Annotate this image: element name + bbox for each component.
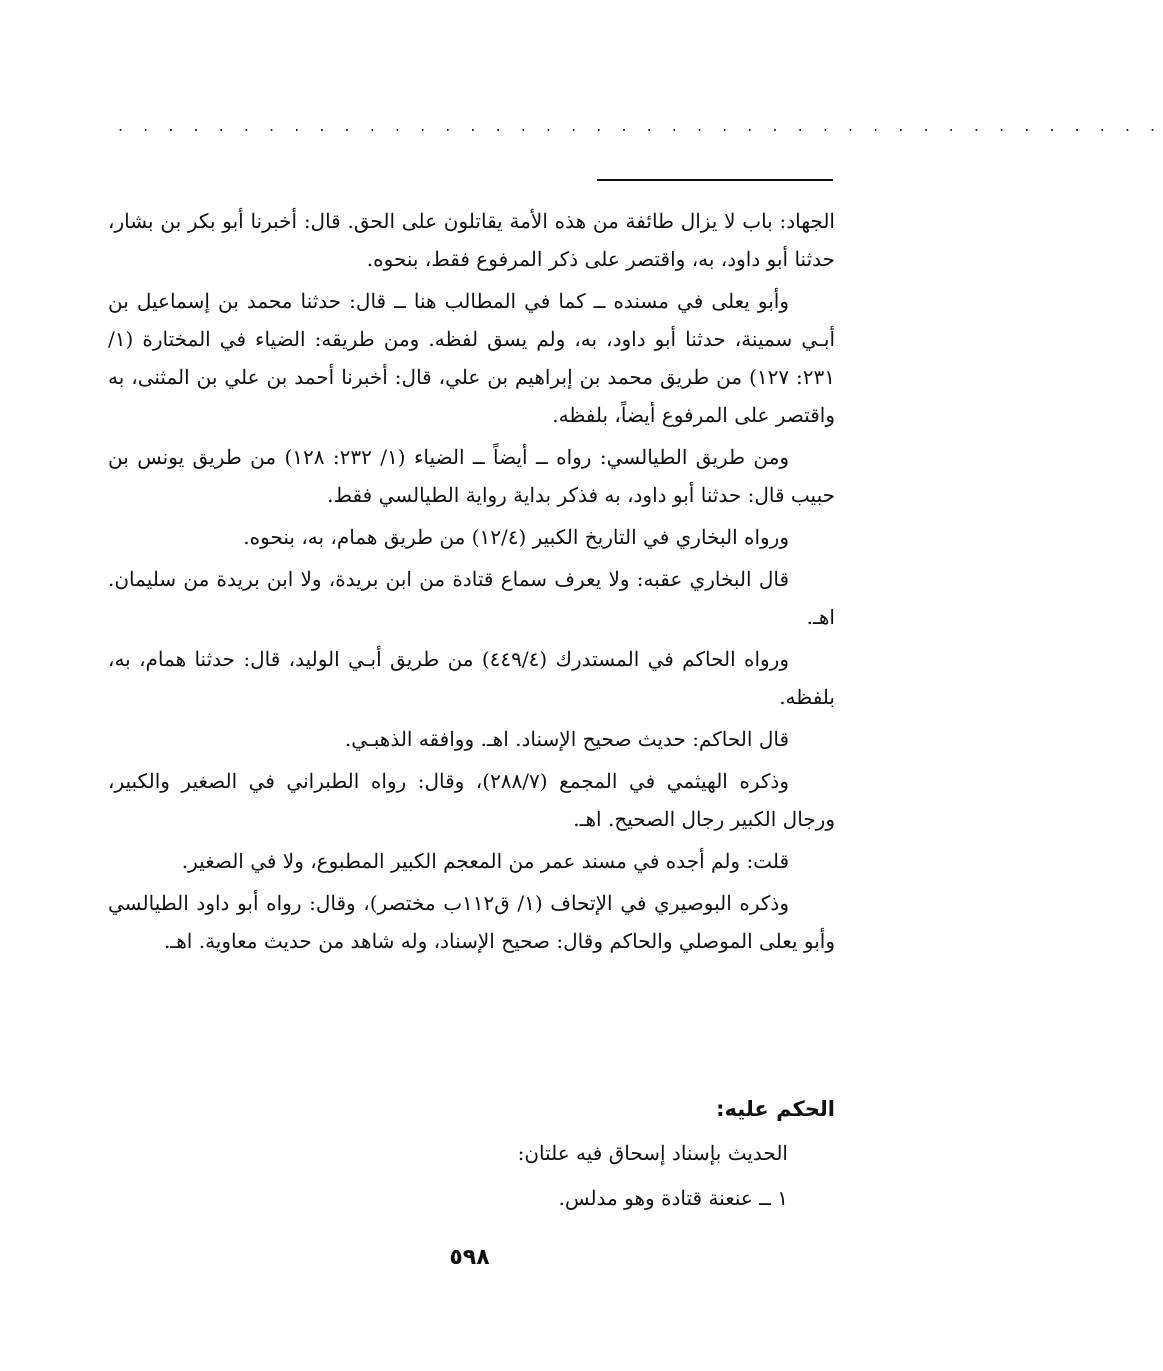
section-heading: الحكم عليه:: [716, 1097, 835, 1121]
paragraph: ورواه البخاري في التاريخ الكبير (١٢/٤) من طريق همام، به، بنحوه.: [243, 525, 789, 549]
separator-dots: . . . . . . . . . . . . . . . . . . . . . . . . . . . . . . . . . . . . . . . . . .: [118, 116, 1163, 135]
paragraph: قال البخاري عقبه: ولا يعرف سماع قتادة من ابن بريدة، ولا ابن بريدة من سليمان. اهـ.: [108, 567, 835, 629]
paragraph: وأبو يعلى في مسنده ــ كما في المطالب هنا ــ قال: حدثنا محمد بن إسماعيل بن أبـي سمينة، حدثنا أبو داود، به، ولم يسق لفظه. ومن طريقه: الضياء في المختارة (١/ ٢٣١: ١٢٧) من طريق محمد بن إبراهيم بن علي، قال: أخبرنا أحمد بن علي بن المثنى، به واقتصر على المرفوع أيضاً، بلفظه.: [108, 289, 835, 427]
paragraph: قال الحاكم: حديث صحيح الإسناد. اهـ. ووافقه الذهبـي.: [344, 727, 789, 751]
paragraph: قلت: ولم أجده في مسند عمر من المعجم الكبير المطبوع، ولا في الصغير.: [181, 849, 789, 873]
paragraph: وذكره الهيثمي في المجمع (٢٨٨/٧)، وقال: رواه الطبراني في الصغير والكبير، ورجال الكبير رجال الصحيح. اهـ.: [108, 769, 835, 831]
paragraph: وذكره البوصيري في الإتحاف (١/ ق١١٢ب مختصر)، وقال: رواه أبو داود الطيالسي وأبو يعلى الموصلي والحاكم وقال: صحيح الإسناد، وله شاهد من حديث معاوية. اهـ.: [108, 891, 835, 953]
paragraph: ورواه الحاكم في المستدرك (٤٤٩/٤) من طريق أبـي الوليد، قال: حدثنا همام، به، بلفظه.: [108, 647, 835, 709]
footnote-text: [108, 202, 835, 964]
footnote-rule: [597, 179, 833, 181]
list-item: ١ ــ عنعنة قتادة وهو مدلس.: [558, 1186, 788, 1210]
paragraph: ومن طريق الطيالسي: رواه ــ أيضاً ــ الضياء (١/ ٢٣٢: ١٢٨) من طريق يونس بن حبيب قال: حدثنا أبو داود، به فذكر بداية رواية الطيالسي فقط.: [108, 445, 835, 507]
page-number: ٥٩٨: [449, 1245, 490, 1270]
paragraph: الجهاد: باب لا يزال طائفة من هذه الأمة يقاتلون على الحق. قال: أخبرنا أبو بكر بن بشار، حدثنا أبو داود، به، واقتصر على ذكر المرفوع فقط، بنحوه.: [108, 209, 835, 271]
section-intro: الحديث بإسناد إسحاق فيه علتان:: [517, 1141, 788, 1165]
